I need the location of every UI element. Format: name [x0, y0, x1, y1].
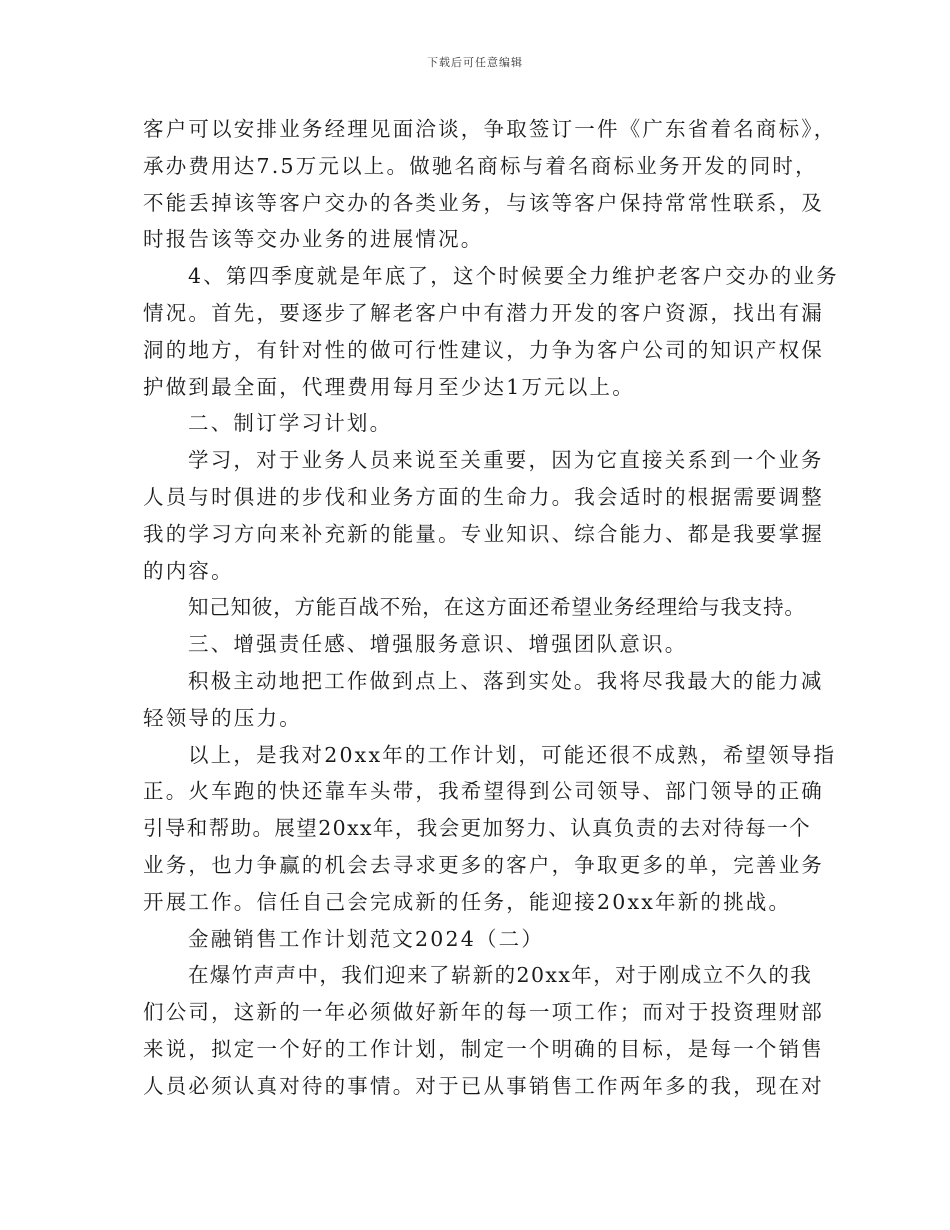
text-line: 承办费用达7.5万元以上。做驰名商标与着名商标业务开发的同时，	[143, 153, 818, 178]
text-line: 客户可以安排业务经理见面洽谈，争取签订一件《广东省着名商标》，	[143, 117, 837, 141]
text-line: 时报告该等交办业务的进展情况。	[143, 227, 484, 252]
text-line: 洞的地方，有针对性的做可行性建议，力争为客户公司的知识产权保	[143, 337, 824, 362]
text-line: 的内容。	[143, 558, 234, 583]
text-line: 不能丢掉该等客户交办的各类业务，与该等客户保持常常性联系，及	[143, 190, 824, 215]
paragraph-start: 以上，是我对20xx年的工作计划，可能还很不成熟，希望领导指	[188, 742, 837, 767]
text-line: 人员与时俱进的步伐和业务方面的生命力。我会适时的根据需要调整	[143, 484, 824, 509]
text-line: 们公司，这新的一年必须做好新年的每一项工作；而对于投资理财部	[143, 1000, 824, 1025]
text-line: 业务，也力争赢的机会去寻求更多的客户，争取更多的单，完善业务	[143, 852, 824, 877]
text-line: 引导和帮助。展望20xx年，我会更加努力、认真负责的去对待每一个	[143, 816, 812, 841]
text-line: 轻领导的压力。	[143, 705, 302, 730]
paragraph-start: 知己知彼，方能百战不殆，在这方面还希望业务经理给与我支持。	[188, 595, 806, 620]
text-line: 正。火车跑的快还靠车头带，我希望得到公司领导、部门领导的正确	[143, 779, 824, 804]
section-heading: 三、增强责任感、增强服务意识、增强团队意识。	[188, 632, 688, 657]
text-line: 来说，拟定一个好的工作计划，制定一个明确的目标，是每一个销售	[143, 1036, 824, 1061]
document-body	[143, 111, 839, 1105]
paragraph-start: 积极主动地把工作做到点上、落到实处。我将尽我最大的能力减	[188, 668, 824, 693]
text-line: 我的学习方向来补充新的能量。专业知识、综合能力、都是我要掌握	[143, 521, 824, 546]
paragraph-start: 在爆竹声声中，我们迎来了崭新的20xx年，对于刚成立不久的我	[188, 963, 813, 988]
section-heading: 二、制订学习计划。	[188, 411, 393, 436]
paragraph-start: 4、第四季度就是年底了，这个时候要全力维护老客户交办的业务	[188, 264, 839, 289]
text-line: 护做到最全面，代理费用每月至少达1万元以上。	[143, 374, 635, 399]
text-line: 开展工作。信任自己会完成新的任务，能迎接20xx年新的挑战。	[143, 889, 792, 914]
paragraph-start: 学习，对于业务人员来说至关重要，因为它直接关系到一个业务	[188, 448, 824, 473]
text-line: 人员必须认真对待的事情。对于已从事销售工作两年多的我，现在对	[143, 1073, 824, 1098]
section-title: 金融销售工作计划范文2024（二）	[188, 926, 545, 951]
page-header: 下载后可任意编辑	[427, 56, 523, 69]
text-line: 情况。首先，要逐步了解老客户中有潜力开发的客户资源，找出有漏	[143, 300, 824, 325]
